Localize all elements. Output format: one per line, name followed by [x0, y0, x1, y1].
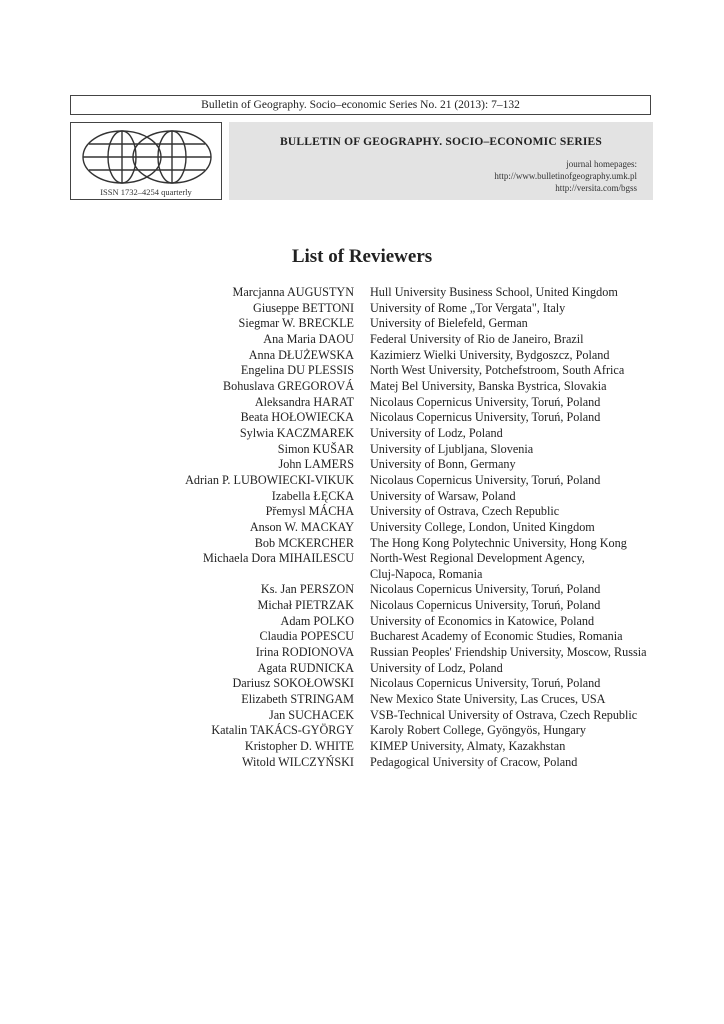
reviewer-affiliation: Nicolaus Copernicus University, Toruń, Poland	[370, 676, 601, 691]
reviewer-affiliation: VSB-Technical University of Ostrava, Czech Republic	[370, 707, 638, 722]
reviewer-row	[0, 755, 724, 771]
journal-citation: Bulletin of Geography. Socio–economic Series No. 21 (2013): 7–132	[70, 95, 651, 115]
reviewer-affiliation: Matej Bel University, Banska Bystrica, Slovakia	[370, 378, 607, 393]
reviewer-affiliation: University of Ostrava, Czech Republic	[370, 504, 560, 519]
reviewer-list	[0, 285, 724, 770]
reviewer-affiliation: University of Warsaw, Poland	[370, 488, 516, 503]
reviewer-name: John LAMERS	[278, 457, 354, 472]
reviewer-row	[0, 504, 724, 520]
reviewer-row	[0, 598, 724, 614]
reviewer-row	[0, 676, 724, 692]
reviewer-name: Simon KUŠAR	[277, 441, 354, 456]
reviewer-affiliation: University of Rome „Tor Vergata", Italy	[370, 300, 566, 315]
reviewer-affiliation: Nicolaus Copernicus University, Toruń, Poland	[370, 582, 601, 597]
reviewer-row	[0, 457, 724, 473]
reviewer-row	[0, 520, 724, 536]
reviewer-row	[0, 661, 724, 677]
reviewer-row	[0, 692, 724, 708]
reviewer-row	[0, 363, 724, 379]
reviewer-row	[0, 536, 724, 552]
reviewer-name: Izabella ŁĘCKA	[271, 488, 354, 503]
reviewer-affiliation: Nicolaus Copernicus University, Toruń, Poland	[370, 598, 601, 613]
reviewer-row	[0, 708, 724, 724]
homepage-link-2[interactable]: http://versita.com/bgss	[555, 183, 637, 193]
reviewer-affiliation: Pedagogical University of Cracow, Poland	[370, 754, 578, 769]
reviewer-affiliation: Bucharest Academy of Economic Studies, Romania	[370, 629, 623, 644]
homepages-block	[494, 158, 637, 194]
journal-logo-box	[70, 122, 222, 200]
reviewer-row	[0, 285, 724, 301]
reviewer-name: Beata HOŁOWIECKA	[240, 410, 354, 425]
reviewer-name: Bohuslava GREGOROVÁ	[222, 378, 354, 393]
reviewer-affiliation: Nicolaus Copernicus University, Toruń, Poland	[370, 410, 601, 425]
reviewer-row	[0, 614, 724, 630]
reviewer-name: Witold WILCZYŃSKI	[241, 754, 354, 769]
reviewer-affiliation: Nicolaus Copernicus University, Toruń, Poland	[370, 394, 601, 409]
reviewer-row	[0, 582, 724, 598]
homepage-link-1[interactable]: http://www.bulletinofgeography.umk.pl	[494, 171, 637, 181]
reviewer-name: Adrian P. LUBOWIECKI-VIKUK	[185, 472, 354, 487]
reviewer-name: Anson W. MACKAY	[249, 519, 354, 534]
series-banner	[229, 122, 653, 200]
reviewer-row	[0, 316, 724, 332]
reviewer-affiliation: University of Economics in Katowice, Poland	[370, 613, 595, 628]
reviewer-name: Elizabeth STRINGAM	[241, 692, 354, 707]
reviewer-affiliation: The Hong Kong Polytechnic University, Hong Kong	[370, 535, 627, 550]
homepages-label: journal homepages:	[566, 159, 637, 169]
reviewer-name: Agata RUDNICKA	[257, 660, 354, 675]
reviewer-name: Claudia POPESCU	[259, 629, 354, 644]
reviewer-row	[0, 410, 724, 426]
reviewer-affiliation: Federal University of Rio de Janeiro, Brazil	[370, 331, 584, 346]
reviewer-affiliation: North West University, Potchefstroom, South Africa	[370, 363, 625, 378]
reviewer-row	[0, 301, 724, 317]
reviewer-name: Ks. Jan PERSZON	[260, 582, 354, 597]
reviewer-name: Dariusz SOKOŁOWSKI	[232, 676, 354, 691]
page-title: List of Reviewers	[291, 246, 433, 267]
reviewer-row	[0, 395, 724, 411]
reviewer-name: Michał PIETRZAK	[257, 598, 354, 613]
reviewer-name: Engelina DU PLESSIS	[240, 363, 354, 378]
reviewer-row	[0, 426, 724, 442]
reviewer-name: Aleksandra HARAT	[254, 394, 354, 409]
reviewer-affiliation: KIMEP University, Almaty, Kazakhstan	[370, 739, 566, 754]
reviewer-affiliation: Karoly Robert College, Gyöngyös, Hungary	[370, 723, 586, 738]
reviewer-row	[0, 473, 724, 489]
reviewer-name: Kristopher D. WHITE	[244, 739, 354, 754]
reviewer-name: Přemysl MÁCHA	[265, 504, 354, 519]
reviewer-name: Jan SUCHACEK	[269, 707, 354, 722]
reviewer-name: Katalin TAKÁCS-GYÖRGY	[211, 723, 354, 738]
double-globe-logo-icon	[77, 128, 217, 186]
reviewer-name: Sylwia KACZMAREK	[239, 425, 354, 440]
reviewer-affiliation: Russian Peoples' Friendship University, Moscow, Russia	[370, 645, 647, 660]
reviewer-affiliation: University College, London, United Kingdom	[370, 519, 595, 534]
reviewer-row	[0, 551, 724, 582]
reviewer-row	[0, 645, 724, 661]
reviewer-name: Siegmar W. BRECKLE	[238, 316, 354, 331]
reviewer-name: Bob MCKERCHER	[254, 535, 354, 550]
reviewer-affiliation: University of Ljubljana, Slovenia	[370, 441, 534, 456]
series-title: BULLETIN OF GEOGRAPHY. SOCIO–ECONOMIC SERIES	[279, 136, 603, 148]
reviewer-name: Giuseppe BETTONI	[253, 300, 354, 315]
reviewer-affiliation: Kazimierz Wielki University, Bydgoszcz, Poland	[370, 347, 610, 362]
reviewer-affiliation: Hull University Business School, United Kingdom	[370, 285, 618, 299]
reviewer-row	[0, 489, 724, 505]
reviewer-affiliation: Nicolaus Copernicus University, Toruń, Poland	[370, 472, 601, 487]
reviewer-affiliation: North-West Regional Development Agency,	[370, 551, 585, 566]
reviewer-affiliation: University of Lodz, Poland	[370, 660, 503, 675]
reviewer-row	[0, 332, 724, 348]
reviewer-name: Anna DŁUŻEWSKA	[248, 347, 354, 362]
reviewer-affiliation: University of Bonn, Germany	[370, 457, 516, 472]
reviewer-row	[0, 379, 724, 395]
reviewer-row	[0, 723, 724, 739]
reviewer-name: Adam POLKO	[280, 613, 354, 628]
reviewer-name: Irina RODIONOVA	[255, 645, 354, 660]
reviewer-row	[0, 348, 724, 364]
reviewer-affiliation: University of Bielefeld, German	[370, 316, 528, 331]
reviewer-row	[0, 739, 724, 755]
reviewer-affiliation: University of Lodz, Poland	[370, 425, 503, 440]
reviewer-name: Ana Maria DAOU	[263, 331, 354, 346]
reviewer-row	[0, 442, 724, 458]
reviewer-name: Marcjanna AUGUSTYN	[232, 285, 354, 299]
reviewer-row	[0, 629, 724, 645]
reviewer-affiliation-continued: Cluj-Napoca, Romania	[370, 566, 483, 581]
reviewer-name: Michaela Dora MIHAILESCU	[203, 551, 354, 566]
reviewer-affiliation: New Mexico State University, Las Cruces, USA	[370, 692, 606, 707]
issn-label: ISSN 1732–4254 quarterly	[100, 187, 192, 197]
